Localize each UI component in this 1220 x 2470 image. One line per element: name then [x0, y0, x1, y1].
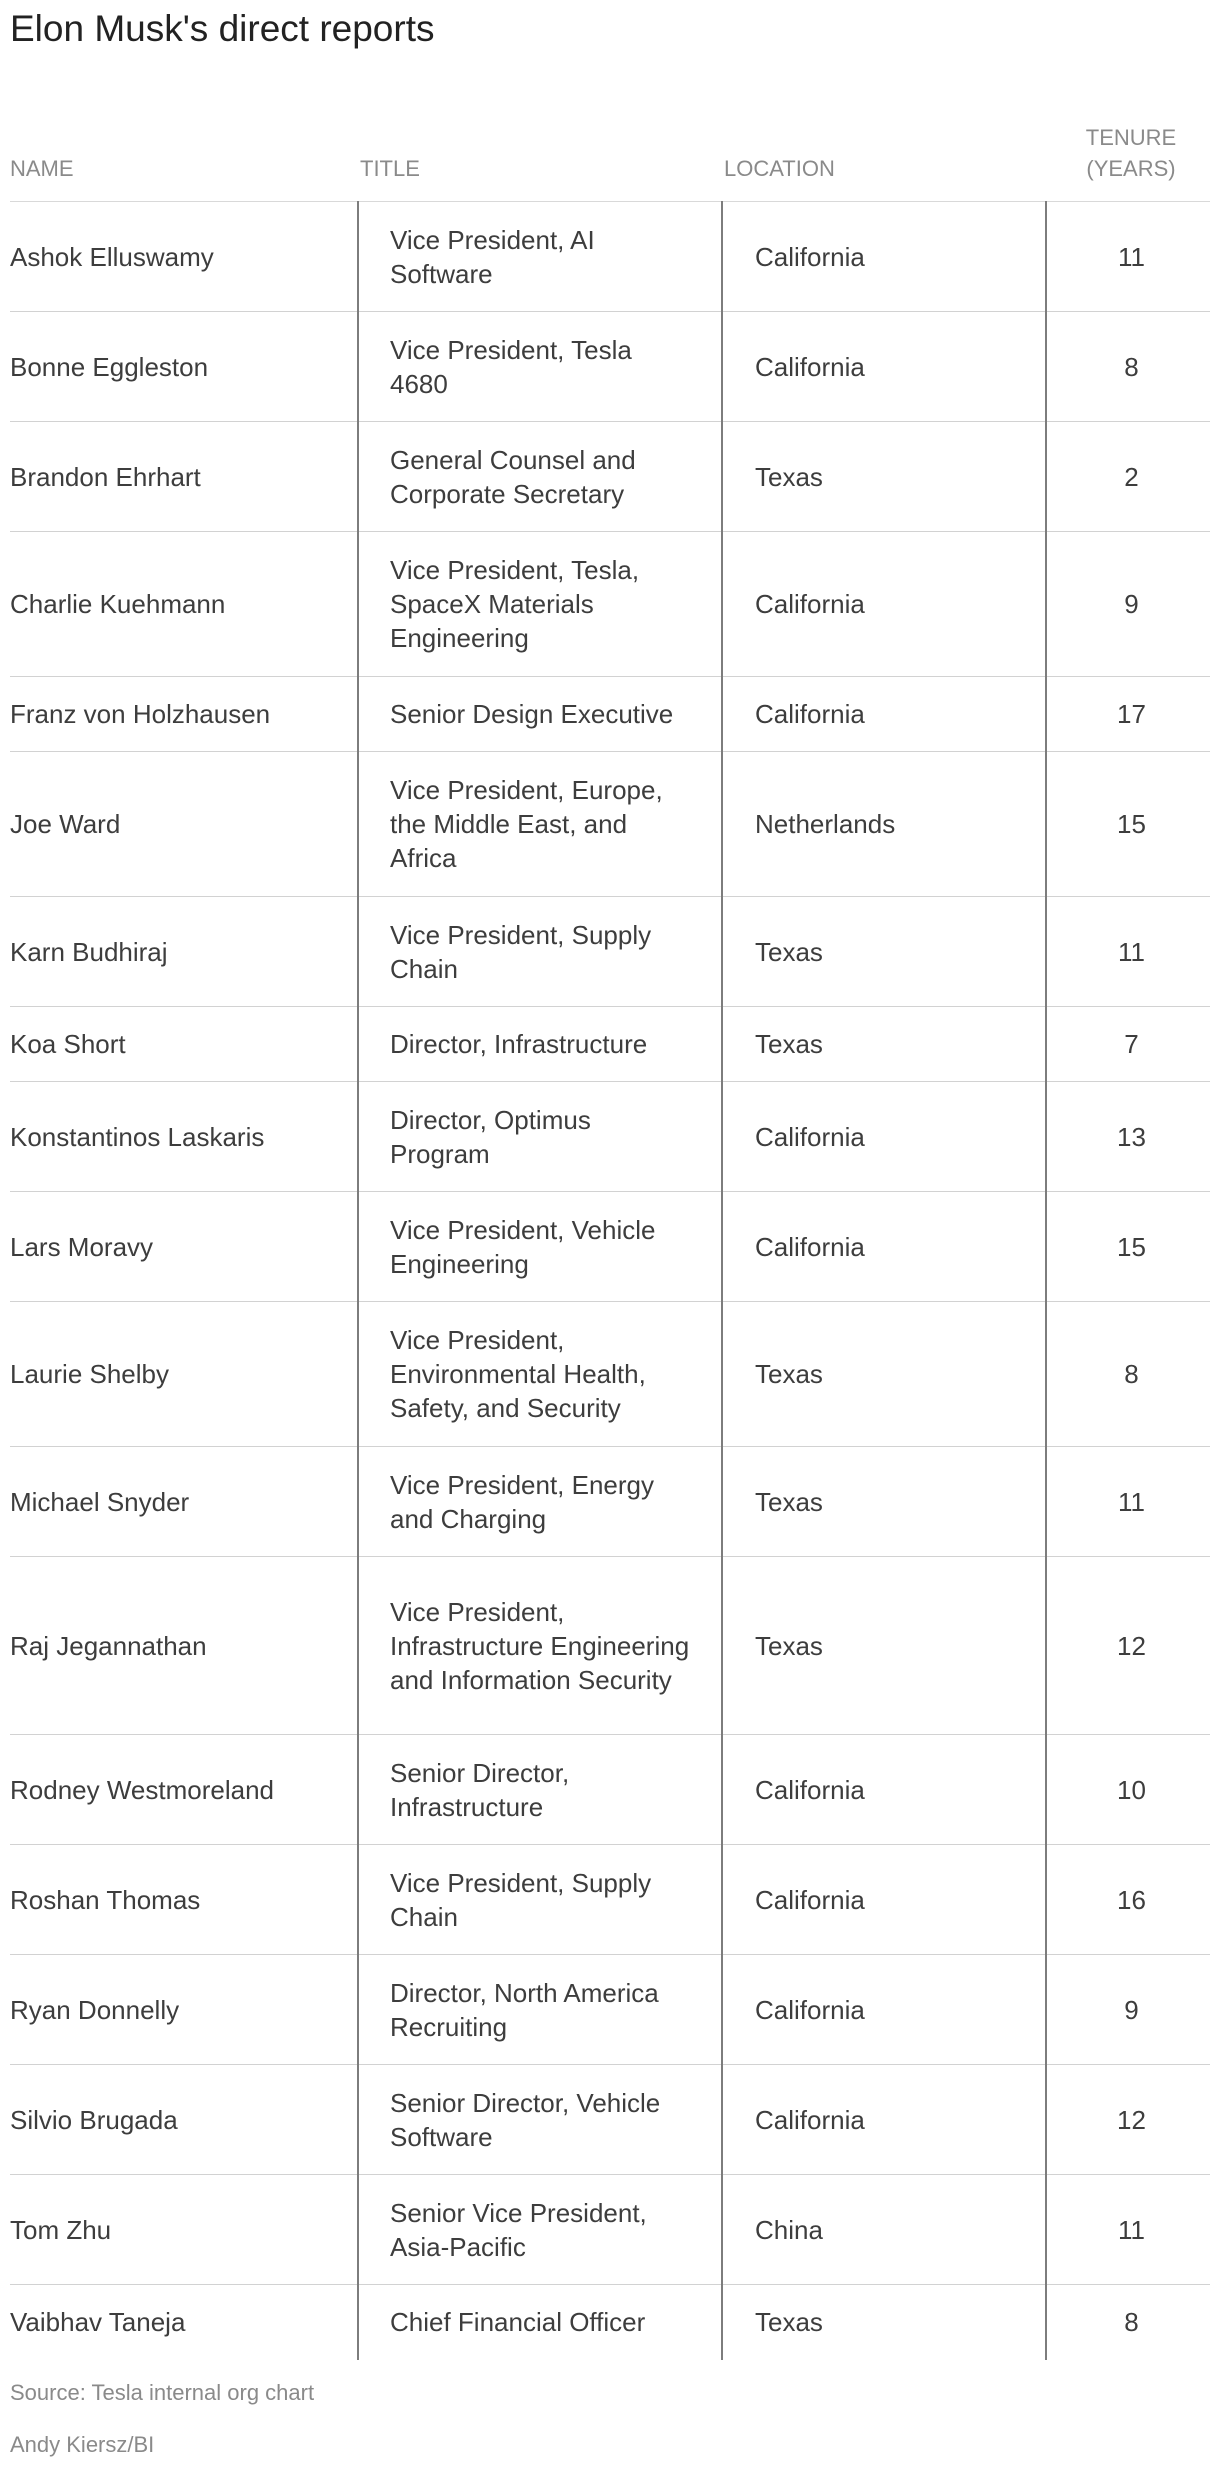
cell-location: Texas	[722, 422, 1046, 532]
cell-location: California	[722, 532, 1046, 677]
cell-title: Senior Design Executive	[358, 677, 722, 752]
cell-title: Vice President, Tesla 4680	[358, 312, 722, 422]
table-row	[10, 677, 1210, 752]
cell-name: Vaibhav Taneja	[10, 2307, 186, 2338]
cell-title: Director, Optimus Program	[358, 1082, 722, 1192]
cell-title: Vice President, Vehicle Engineering	[358, 1192, 722, 1302]
table-row	[10, 1845, 1210, 1955]
cell-title: Vice President, Energy and Charging	[358, 1447, 722, 1557]
cell-name: Charlie Kuehmann	[10, 532, 358, 677]
table-row	[10, 1735, 1210, 1845]
cell-location: Texas	[722, 1557, 1046, 1735]
cell-name: Tom Zhu	[10, 2175, 358, 2285]
cell-name: Brandon Ehrhart	[10, 422, 358, 532]
cell-title: Senior Director, Vehicle Software	[358, 2065, 722, 2175]
cell-location: Texas	[722, 1447, 1046, 1557]
cell-tenure: 16	[1046, 1845, 1210, 1955]
table-row	[10, 1192, 1210, 1302]
cell-location: California	[722, 1735, 1046, 1845]
table-row	[10, 202, 1210, 312]
table-row	[10, 1302, 1210, 1447]
page-title: Elon Musk's direct reports	[10, 8, 435, 49]
cell-title: Chief Financial Officer	[358, 2285, 722, 2360]
cell-tenure: 15	[1046, 1192, 1210, 1302]
table-row	[10, 422, 1210, 532]
cell-tenure: 2	[1046, 422, 1210, 532]
cell-location: California	[722, 312, 1046, 422]
cell-name: Karn Budhiraj	[10, 897, 358, 1007]
table-row	[10, 1447, 1210, 1557]
cell-location: Texas	[722, 1302, 1046, 1447]
credit-note: Andy Kiersz/BI	[10, 2432, 155, 2457]
header-title: TITLE	[358, 92, 722, 202]
cell-tenure: 17	[1046, 677, 1210, 752]
cell-name: Bonne Eggleston	[10, 312, 358, 422]
cell-tenure: 11	[1046, 1447, 1210, 1557]
cell-location: California	[722, 1955, 1046, 2065]
table-row	[10, 1082, 1210, 1192]
cell-title: Vice President, AI Software	[358, 202, 722, 312]
cell-tenure: 10	[1046, 1735, 1210, 1845]
cell-location: California	[722, 2065, 1046, 2175]
cell-location: California	[722, 202, 1046, 312]
cell-location: China	[722, 2175, 1046, 2285]
header-tenure-line2: (YEARS)	[1086, 156, 1176, 181]
header-tenure	[1046, 92, 1210, 202]
cell-location: Texas	[722, 1007, 1046, 1082]
cell-tenure: 9	[1046, 532, 1210, 677]
cell-name: Franz von Holzhausen	[10, 677, 358, 752]
cell-location: Texas	[722, 897, 1046, 1007]
table-row	[10, 312, 1210, 422]
table-row	[10, 2175, 1210, 2285]
cell-name: Silvio Brugada	[10, 2065, 358, 2175]
cell-title: Vice President, Environmental Health, Safety, and Security	[358, 1302, 722, 1447]
cell-tenure: 8	[1046, 2285, 1210, 2360]
table-row	[10, 1955, 1210, 2065]
table-row	[10, 1007, 1210, 1082]
cell-title: General Counsel and Corporate Secretary	[358, 422, 722, 532]
header-name: NAME	[10, 92, 358, 202]
cell-location: Netherlands	[722, 752, 1046, 897]
cell-tenure: 12	[1046, 2065, 1210, 2175]
cell-title: Senior Vice President, Asia-Pacific	[358, 2175, 722, 2285]
cell-name: Koa Short	[10, 1007, 358, 1082]
cell-name: Joe Ward	[10, 752, 358, 897]
cell-tenure: 11	[1046, 2175, 1210, 2285]
cell-tenure: 7	[1046, 1007, 1210, 1082]
table-row	[10, 2285, 1210, 2360]
cell-name: Ashok Elluswamy	[10, 202, 358, 312]
cell-location: California	[722, 677, 1046, 752]
cell-name: Lars Moravy	[10, 1192, 358, 1302]
cell-name: Rodney Westmoreland	[10, 1735, 358, 1845]
cell-location: Texas	[722, 2285, 1046, 2360]
table-body	[10, 202, 1210, 2360]
cell-tenure: 15	[1046, 752, 1210, 897]
cell-name: Laurie Shelby	[10, 1302, 358, 1447]
cell-title: Vice President, Supply Chain	[358, 1845, 722, 1955]
cell-location: California	[722, 1192, 1046, 1302]
cell-name: Roshan Thomas	[10, 1845, 358, 1955]
cell-title: Senior Director, Infrastructure	[358, 1735, 722, 1845]
cell-title: Vice President, Europe, the Middle East, and Africa	[358, 752, 722, 897]
table-row	[10, 897, 1210, 1007]
cell-tenure: 9	[1046, 1955, 1210, 2065]
table-header-row	[10, 92, 1210, 202]
cell-title: Director, Infrastructure	[358, 1007, 722, 1082]
table-row	[10, 752, 1210, 897]
header-tenure-line1: TENURE	[1085, 125, 1177, 150]
table-row	[10, 532, 1210, 677]
cell-tenure: 12	[1046, 1557, 1210, 1735]
cell-title: Director, North America Recruiting	[358, 1955, 722, 2065]
cell-location: California	[722, 1082, 1046, 1192]
cell-name: Michael Snyder	[10, 1447, 358, 1557]
table-row	[10, 2065, 1210, 2175]
cell-tenure: 8	[1046, 1302, 1210, 1447]
cell-name: Ryan Donnelly	[10, 1955, 358, 2065]
cell-title: Vice President, Supply Chain	[358, 897, 722, 1007]
cell-title: Vice President, Infrastructure Engineering and Information Security	[358, 1557, 722, 1735]
direct-reports-table	[10, 92, 1210, 2360]
cell-name: Raj Jegannathan	[10, 1557, 358, 1735]
cell-name: Konstantinos Laskaris	[10, 1082, 358, 1192]
cell-tenure: 11	[1046, 202, 1210, 312]
cell-tenure: 11	[1046, 897, 1210, 1007]
cell-title: Vice President, Tesla, SpaceX Materials Engineering	[358, 532, 722, 677]
header-location: LOCATION	[722, 92, 1046, 202]
table-row	[10, 1557, 1210, 1735]
cell-location: California	[722, 1845, 1046, 1955]
cell-tenure: 8	[1046, 312, 1210, 422]
cell-tenure: 13	[1046, 1082, 1210, 1192]
source-note: Source: Tesla internal org chart	[10, 2380, 315, 2405]
